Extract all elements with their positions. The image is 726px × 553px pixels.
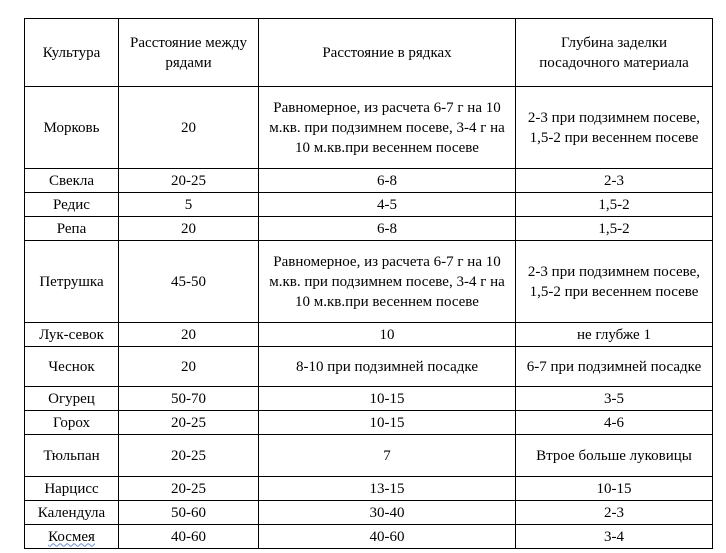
cell-in-row-spacing: 10-15 bbox=[259, 387, 516, 411]
cell-depth: 3-5 bbox=[516, 387, 713, 411]
header-in-row-spacing: Расстояние в рядках bbox=[259, 19, 516, 87]
cell-in-row-spacing: 4-5 bbox=[259, 193, 516, 217]
cell-culture: Тюльпан bbox=[25, 435, 119, 477]
header-row bbox=[25, 19, 713, 87]
table-row bbox=[25, 193, 713, 217]
table-row bbox=[25, 387, 713, 411]
cell-culture: Редис bbox=[25, 193, 119, 217]
cell-in-row-spacing: 40-60 bbox=[259, 525, 516, 549]
cell-culture-text: Космея bbox=[48, 528, 95, 545]
cell-depth: 2-3 bbox=[516, 169, 713, 193]
table-row bbox=[25, 169, 713, 193]
cell-row-spacing: 20 bbox=[119, 347, 259, 387]
cell-culture: Нарцисс bbox=[25, 477, 119, 501]
cell-in-row-spacing: Равномерное, из расчета 6-7 г на 10 м.кв. при подзимнем посеве, 3-4 г на 10 м.кв.при весеннем посеве bbox=[259, 87, 516, 169]
cell-row-spacing: 20-25 bbox=[119, 435, 259, 477]
cell-row-spacing: 20-25 bbox=[119, 477, 259, 501]
cell-culture: Репа bbox=[25, 217, 119, 241]
cell-culture: Свекла bbox=[25, 169, 119, 193]
cell-depth: Втрое больше луковицы bbox=[516, 435, 713, 477]
cell-row-spacing: 20 bbox=[119, 323, 259, 347]
cell-row-spacing: 20 bbox=[119, 87, 259, 169]
cell-depth: 2-3 при подзимнем посеве, 1,5-2 при весеннем посеве bbox=[516, 241, 713, 323]
table-row bbox=[25, 411, 713, 435]
cell-row-spacing: 20-25 bbox=[119, 411, 259, 435]
cell-culture: Петрушка bbox=[25, 241, 119, 323]
cell-culture bbox=[25, 525, 119, 549]
cell-depth: 6-7 при подзимней посадке bbox=[516, 347, 713, 387]
table-row bbox=[25, 87, 713, 169]
cell-row-spacing: 20-25 bbox=[119, 169, 259, 193]
table-row bbox=[25, 501, 713, 525]
cell-culture: Календула bbox=[25, 501, 119, 525]
table-row bbox=[25, 241, 713, 323]
cell-depth: 10-15 bbox=[516, 477, 713, 501]
cell-in-row-spacing: 8-10 при подзимней посадке bbox=[259, 347, 516, 387]
table-row bbox=[25, 323, 713, 347]
cell-culture: Чеснок bbox=[25, 347, 119, 387]
cell-depth: 3-4 bbox=[516, 525, 713, 549]
table-row bbox=[25, 477, 713, 501]
cell-depth: не глубже 1 bbox=[516, 323, 713, 347]
planting-table bbox=[24, 18, 713, 549]
cell-culture: Морковь bbox=[25, 87, 119, 169]
cell-in-row-spacing: 13-15 bbox=[259, 477, 516, 501]
cell-row-spacing: 50-70 bbox=[119, 387, 259, 411]
cell-row-spacing: 45-50 bbox=[119, 241, 259, 323]
header-depth: Глубина заделки посадочного материала bbox=[516, 19, 713, 87]
table-row bbox=[25, 347, 713, 387]
cell-depth: 2-3 bbox=[516, 501, 713, 525]
cell-depth: 1,5-2 bbox=[516, 193, 713, 217]
header-row-spacing: Расстояние между рядами bbox=[119, 19, 259, 87]
cell-in-row-spacing: 7 bbox=[259, 435, 516, 477]
cell-in-row-spacing: 10 bbox=[259, 323, 516, 347]
cell-in-row-spacing: 30-40 bbox=[259, 501, 516, 525]
cell-depth: 4-6 bbox=[516, 411, 713, 435]
cell-row-spacing: 20 bbox=[119, 217, 259, 241]
cell-row-spacing: 5 bbox=[119, 193, 259, 217]
cell-culture: Лук-севок bbox=[25, 323, 119, 347]
table-row bbox=[25, 217, 713, 241]
table-row bbox=[25, 525, 713, 549]
cell-row-spacing: 50-60 bbox=[119, 501, 259, 525]
cell-culture: Огурец bbox=[25, 387, 119, 411]
cell-row-spacing: 40-60 bbox=[119, 525, 259, 549]
cell-in-row-spacing: Равномерное, из расчета 6-7 г на 10 м.кв. при подзимнем посеве, 3-4 г на 10 м.кв.при весеннем посеве bbox=[259, 241, 516, 323]
cell-in-row-spacing: 6-8 bbox=[259, 169, 516, 193]
cell-in-row-spacing: 10-15 bbox=[259, 411, 516, 435]
cell-depth: 1,5-2 bbox=[516, 217, 713, 241]
cell-in-row-spacing: 6-8 bbox=[259, 217, 516, 241]
header-culture: Культура bbox=[25, 19, 119, 87]
cell-depth: 2-3 при подзимнем посеве, 1,5-2 при весеннем посеве bbox=[516, 87, 713, 169]
cell-culture: Горох bbox=[25, 411, 119, 435]
table-row bbox=[25, 435, 713, 477]
